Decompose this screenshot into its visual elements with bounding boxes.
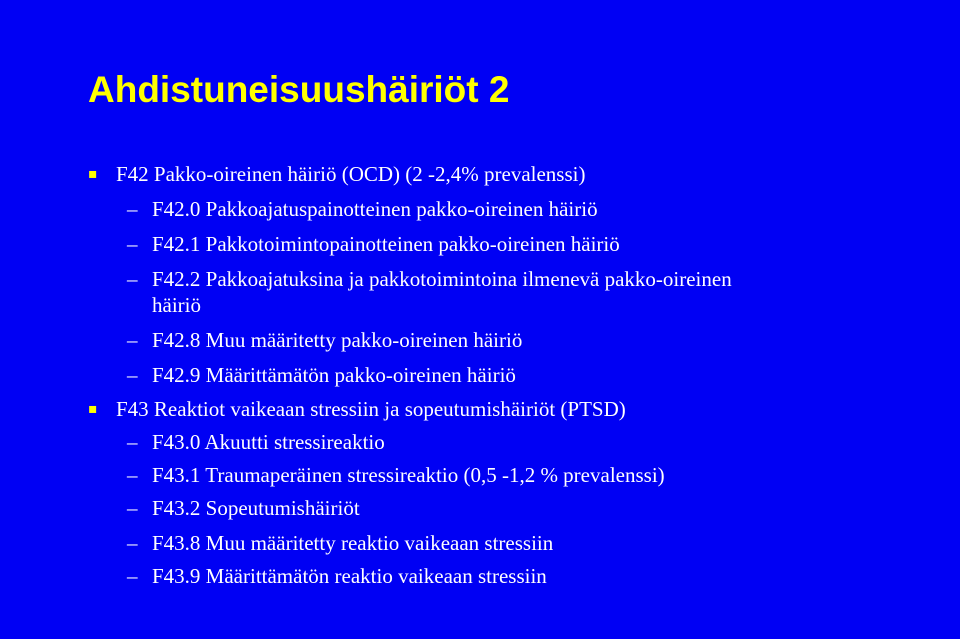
dash-icon: –	[127, 267, 138, 291]
list-item-heading: F42 Pakko-oireinen häiriö (OCD) (2 -2,4% prevalenssi)	[116, 162, 586, 186]
dash-icon: –	[127, 531, 138, 555]
dash-icon: –	[127, 363, 138, 387]
dash-icon: –	[127, 430, 138, 454]
dash-icon: –	[127, 328, 138, 352]
list-item: F43.8 Muu määritetty reaktio vaikeaan stressiin	[152, 531, 554, 555]
list-item: F43.1 Traumaperäinen stressireaktio (0,5 -1,2 % prevalenssi)	[152, 463, 665, 487]
dash-icon: –	[127, 232, 138, 256]
list-item: F43.0 Akuutti stressireaktio	[152, 430, 385, 454]
list-item: F42.0 Pakkoajatuspainotteinen pakko-oireinen häiriö	[152, 197, 598, 221]
list-item: F42.2 Pakkoajatuksina ja pakkotoimintoina ilmenevä pakko-oireinen	[152, 267, 732, 291]
dash-icon: –	[127, 564, 138, 588]
list-item: F43.9 Määrittämätön reaktio vaikeaan stressiin	[152, 564, 547, 588]
list-item: F42.1 Pakkotoimintopainotteinen pakko-oireinen häiriö	[152, 232, 620, 256]
square-bullet-icon: ▪	[88, 166, 98, 182]
dash-icon: –	[127, 197, 138, 221]
dash-icon: –	[127, 496, 138, 520]
list-item: F43.2 Sopeutumishäiriöt	[152, 496, 360, 520]
list-item-heading: F43 Reaktiot vaikeaan stressiin ja sopeutumishäiriöt (PTSD)	[116, 397, 626, 421]
list-item: F42.9 Määrittämätön pakko-oireinen häiriö	[152, 363, 516, 387]
square-bullet-icon: ▪	[88, 401, 98, 417]
dash-icon: –	[127, 463, 138, 487]
list-item-continuation: häiriö	[152, 293, 201, 317]
slide-title: Ahdistuneisuushäiriöt 2	[88, 69, 510, 110]
list-item: F42.8 Muu määritetty pakko-oireinen häiriö	[152, 328, 523, 352]
